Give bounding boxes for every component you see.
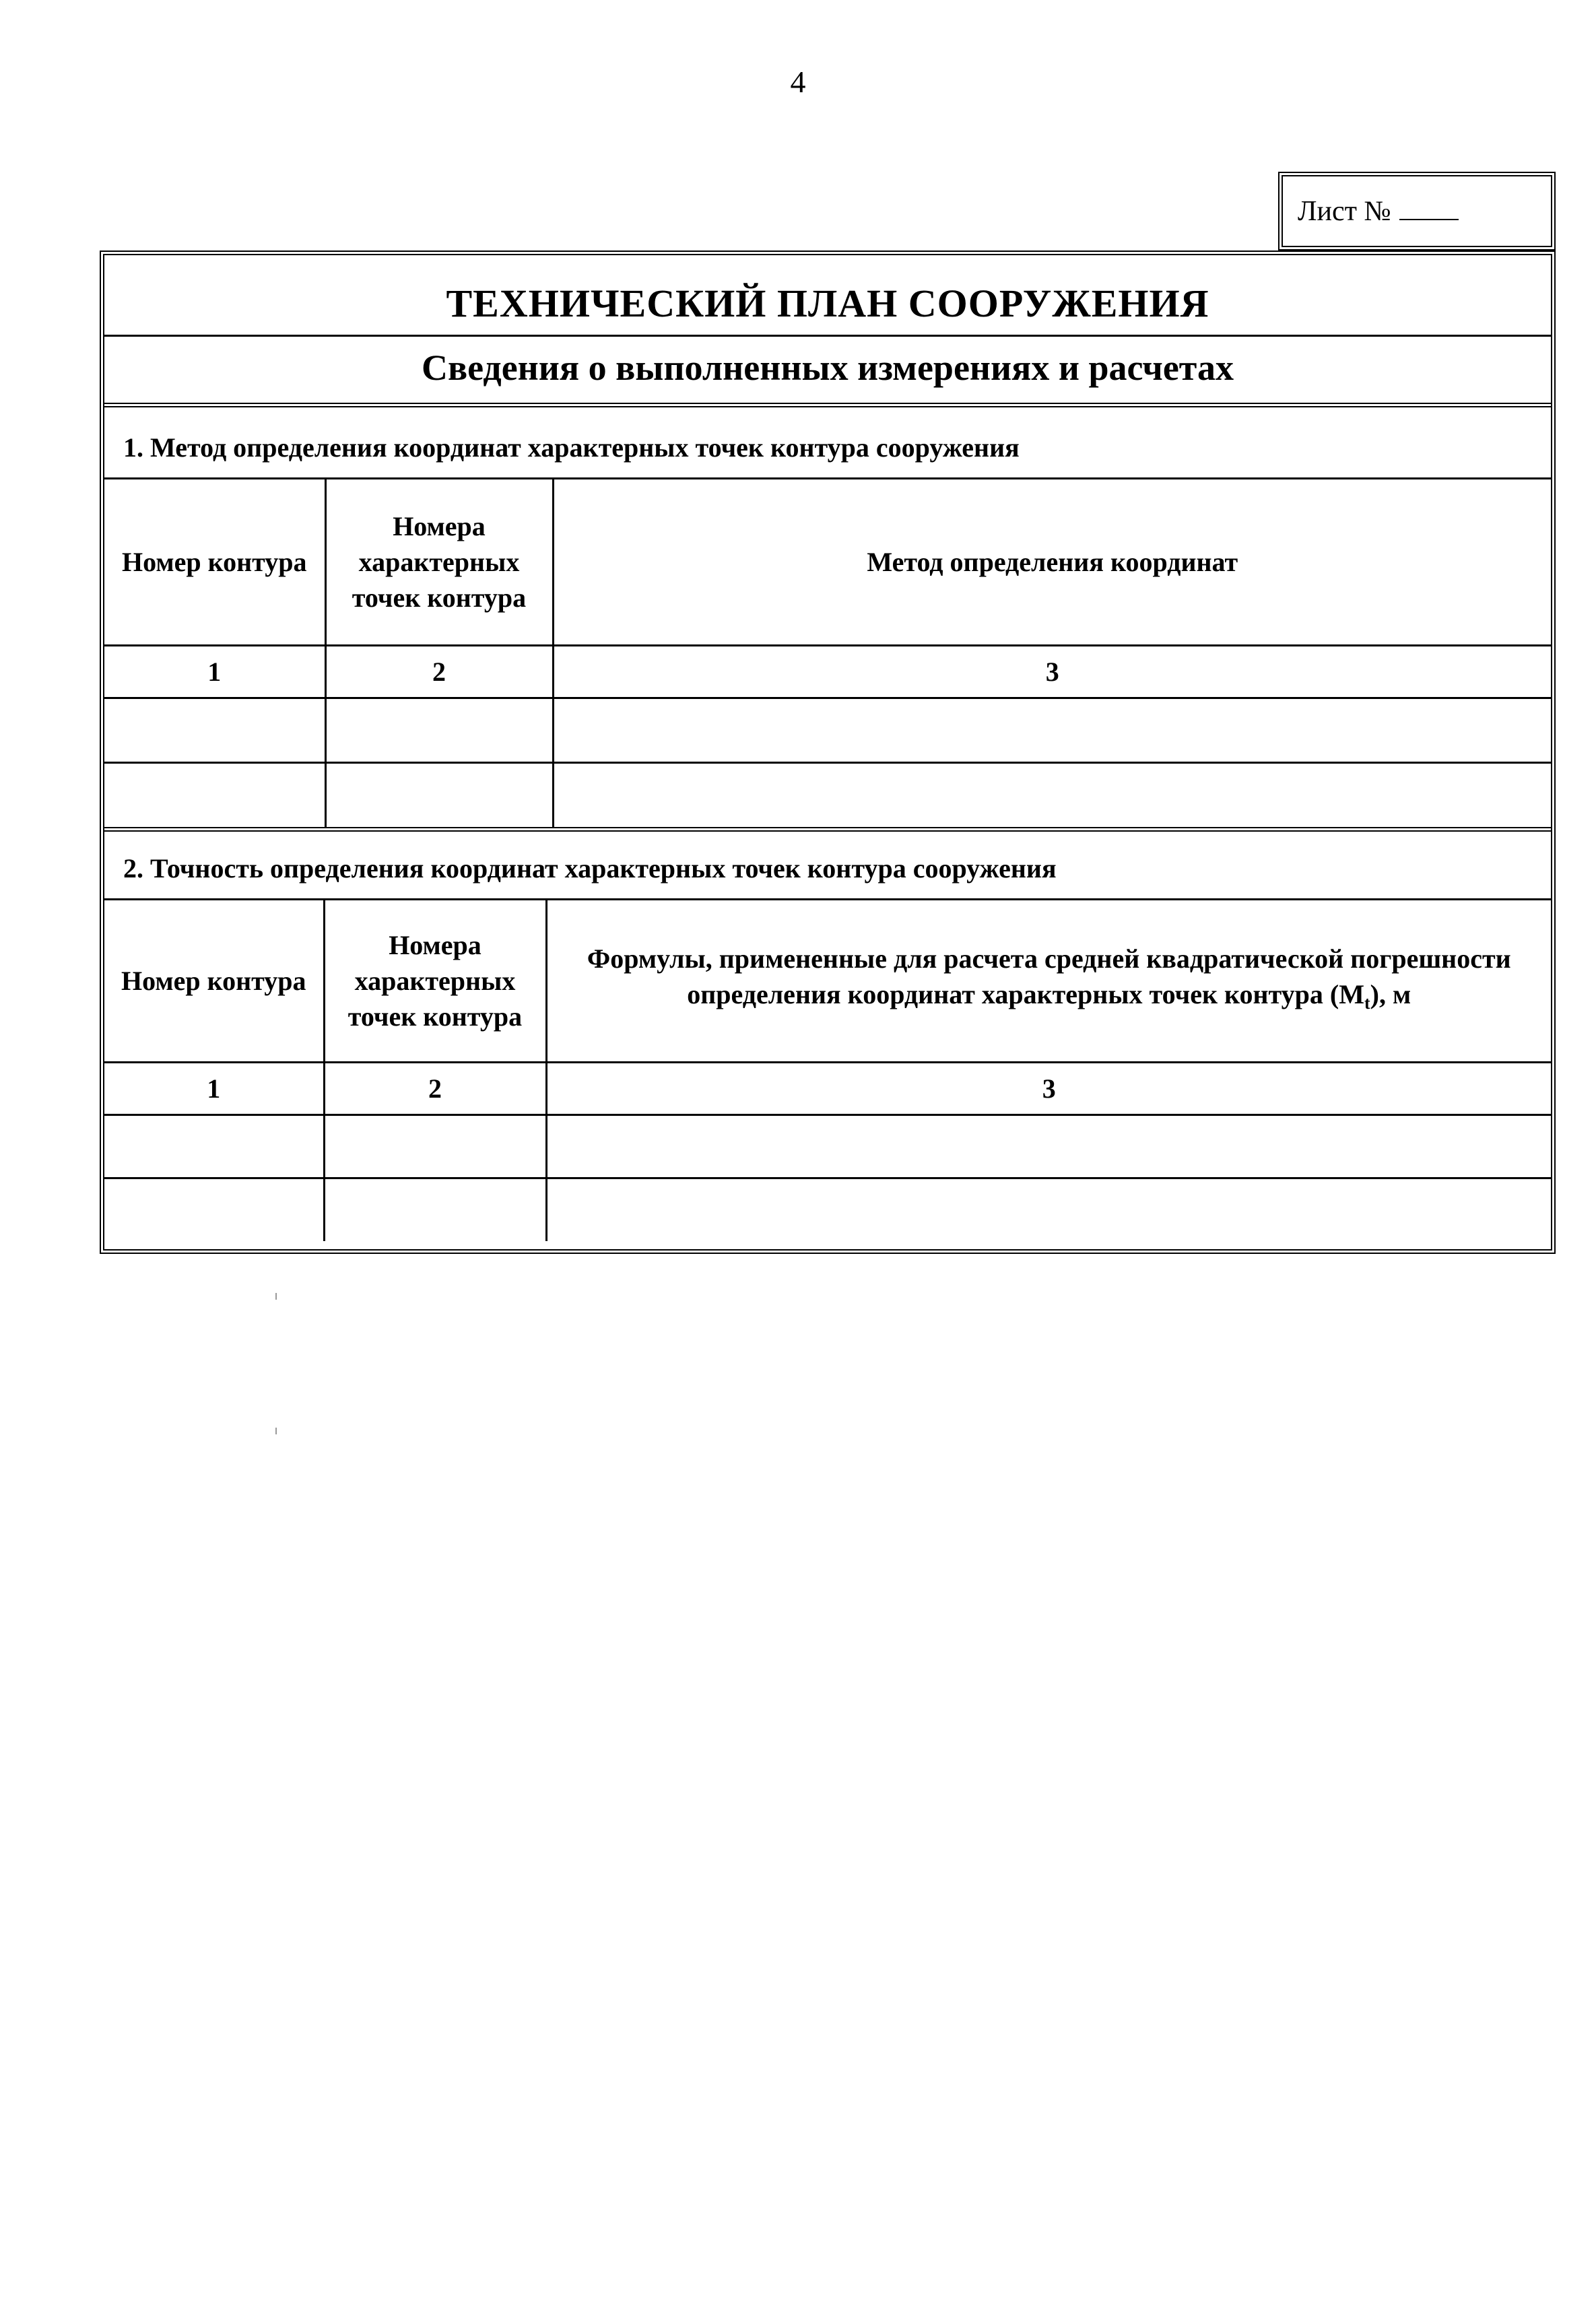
- section2-col-point-numbers: Номера характерных точек контура: [324, 900, 546, 1062]
- section1-colnum-3: 3: [553, 645, 1551, 698]
- section2-col-contour-number: Номер контура: [104, 900, 324, 1062]
- section1-col-method: Метод определения координат: [553, 479, 1551, 645]
- table-row: [104, 698, 1551, 762]
- section1-colnum-2: 2: [325, 645, 553, 698]
- scan-mark: [275, 1428, 277, 1434]
- section-divider: [104, 827, 1551, 832]
- section1-row1-contour-cell[interactable]: [104, 698, 325, 762]
- section2-colnum-3: 3: [546, 1062, 1551, 1114]
- section1-col-contour-number: Номер контура: [104, 479, 325, 645]
- table-row: [104, 1178, 1551, 1241]
- section1-row2-method-cell[interactable]: [553, 762, 1551, 827]
- section1-col-point-numbers: Номера характерных точек контура: [325, 479, 553, 645]
- section2-colnum-2: 2: [324, 1062, 546, 1114]
- sheet-number-box: [1278, 172, 1556, 251]
- section2-title: 2. Точность определения координат характерных точек контура сооружения: [123, 853, 1057, 884]
- section1-table: [104, 479, 1551, 827]
- section1-column-numbers-row: [104, 645, 1551, 698]
- document-subtitle: Сведения о выполненных измерениях и расчетах: [421, 347, 1234, 388]
- section2-col-formulas: [546, 900, 1551, 1062]
- scan-mark: [275, 1293, 277, 1300]
- section2-header-row: [104, 900, 1551, 1062]
- section2-column-numbers-row: [104, 1062, 1551, 1114]
- section2-col-formulas-text: Формулы, примененные для расчета средней квадратической погрешности определения координат характерных точек контура (M: [587, 943, 1511, 1009]
- table-row: [104, 1114, 1551, 1178]
- section1-row2-contour-cell[interactable]: [104, 762, 325, 827]
- section1-colnum-1: 1: [104, 645, 325, 698]
- section2-col-formulas-subscript: t: [1364, 993, 1370, 1013]
- subtitle-divider: [104, 403, 1551, 407]
- section2-colnum-1: 1: [104, 1062, 324, 1114]
- sheet-number-label: [1298, 195, 1459, 228]
- section1-row1-method-cell[interactable]: [553, 698, 1551, 762]
- section2-table: [104, 900, 1551, 1241]
- title-divider: [104, 335, 1551, 337]
- sheet-number-text: Лист №: [1298, 196, 1391, 227]
- section1-row2-points-cell[interactable]: [325, 762, 553, 827]
- document-title: ТЕХНИЧЕСКИЙ ПЛАН СООРУЖЕНИЯ: [446, 281, 1209, 325]
- section2-col-formulas-unit: ), м: [1370, 978, 1411, 1009]
- technical-plan-form: [100, 251, 1556, 1254]
- section2-row1-formula-cell[interactable]: [546, 1114, 1551, 1178]
- sheet-number-blank[interactable]: [1399, 196, 1459, 220]
- section1-header-row: [104, 479, 1551, 645]
- section2-row2-contour-cell[interactable]: [104, 1178, 324, 1241]
- section2-row2-formula-cell[interactable]: [546, 1178, 1551, 1241]
- section2-row1-points-cell[interactable]: [324, 1114, 546, 1178]
- section1-row1-points-cell[interactable]: [325, 698, 553, 762]
- section2-row2-points-cell[interactable]: [324, 1178, 546, 1241]
- table-row: [104, 762, 1551, 827]
- section2-row1-contour-cell[interactable]: [104, 1114, 324, 1178]
- section1-title: 1. Метод определения координат характерных точек контура сооружения: [123, 432, 1020, 463]
- page-number: 4: [790, 65, 806, 99]
